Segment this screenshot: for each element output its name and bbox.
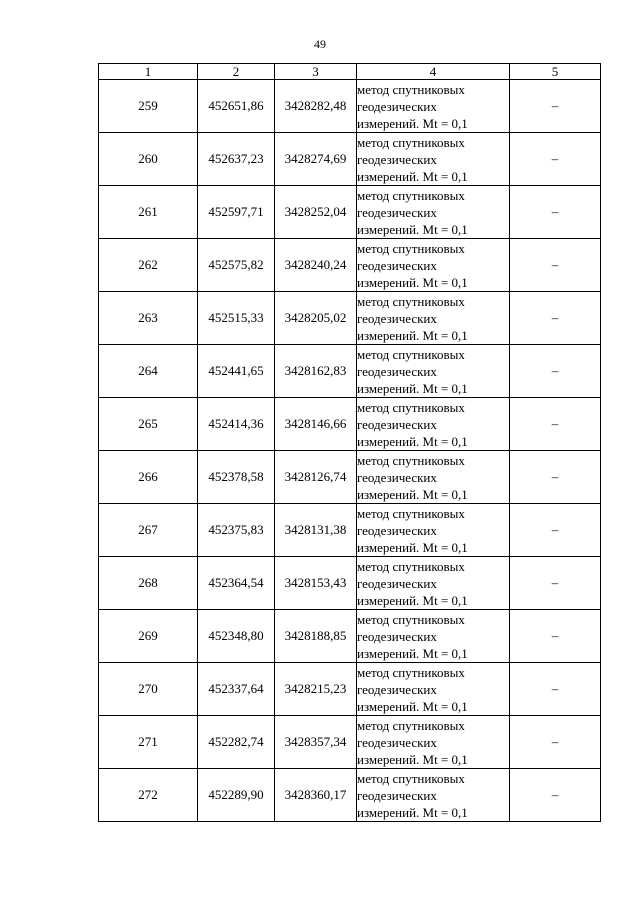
table-row <box>99 716 601 769</box>
method-description <box>357 663 510 716</box>
method-description <box>357 504 510 557</box>
method-line: метод спутниковых <box>357 81 465 97</box>
point-number: 259 <box>99 80 198 133</box>
method-line: измерений. Mt = 0,1 <box>357 751 468 767</box>
coordinate-x: 452289,90 <box>198 769 275 822</box>
note-cell: – <box>510 398 601 451</box>
method-line: измерений. Mt = 0,1 <box>357 592 468 608</box>
method-description <box>357 345 510 398</box>
coordinate-x: 452348,80 <box>198 610 275 663</box>
method-line: геодезических <box>357 204 437 220</box>
method-description <box>357 716 510 769</box>
method-line: измерений. Mt = 0,1 <box>357 698 468 714</box>
table-row <box>99 80 601 133</box>
method-line: метод спутниковых <box>357 134 465 150</box>
method-description <box>357 769 510 822</box>
method-line: метод спутниковых <box>357 452 465 468</box>
method-line: метод спутниковых <box>357 505 465 521</box>
method-line: метод спутниковых <box>357 611 465 627</box>
coordinate-x: 452282,74 <box>198 716 275 769</box>
point-number: 270 <box>99 663 198 716</box>
method-line: геодезических <box>357 151 437 167</box>
method-description <box>357 133 510 186</box>
method-line: метод спутниковых <box>357 664 465 680</box>
table-row <box>99 663 601 716</box>
method-line: измерений. Mt = 0,1 <box>357 168 468 184</box>
coordinate-y: 3428205,02 <box>275 292 357 345</box>
note-cell: – <box>510 451 601 504</box>
point-number: 266 <box>99 451 198 504</box>
coordinate-x: 452378,58 <box>198 451 275 504</box>
method-description <box>357 186 510 239</box>
coordinate-x: 452364,54 <box>198 557 275 610</box>
coordinate-y: 3428252,04 <box>275 186 357 239</box>
table-row <box>99 451 601 504</box>
method-line: метод спутниковых <box>357 293 465 309</box>
method-line: геодезических <box>357 522 437 538</box>
coordinate-x: 452515,33 <box>198 292 275 345</box>
point-number: 262 <box>99 239 198 292</box>
method-line: метод спутниковых <box>357 240 465 256</box>
coordinate-x: 452441,65 <box>198 345 275 398</box>
method-line: метод спутниковых <box>357 399 465 415</box>
coordinate-x: 452651,86 <box>198 80 275 133</box>
method-line: геодезических <box>357 575 437 591</box>
note-cell: – <box>510 345 601 398</box>
coordinate-y: 3428215,23 <box>275 663 357 716</box>
note-cell: – <box>510 610 601 663</box>
method-line: измерений. Mt = 0,1 <box>357 115 468 131</box>
method-line: измерений. Mt = 0,1 <box>357 486 468 502</box>
point-number: 268 <box>99 557 198 610</box>
point-number: 272 <box>99 769 198 822</box>
method-line: измерений. Mt = 0,1 <box>357 380 468 396</box>
note-cell: – <box>510 716 601 769</box>
note-cell: – <box>510 239 601 292</box>
coordinates-table <box>98 63 601 822</box>
coordinate-x: 452637,23 <box>198 133 275 186</box>
method-description <box>357 557 510 610</box>
coordinate-x: 452414,36 <box>198 398 275 451</box>
point-number: 260 <box>99 133 198 186</box>
table-row <box>99 133 601 186</box>
note-cell: – <box>510 504 601 557</box>
method-line: геодезических <box>357 628 437 644</box>
point-number: 263 <box>99 292 198 345</box>
coordinate-x: 452375,83 <box>198 504 275 557</box>
coordinate-y: 3428131,38 <box>275 504 357 557</box>
point-number: 264 <box>99 345 198 398</box>
method-line: геодезических <box>357 787 437 803</box>
method-line: геодезических <box>357 363 437 379</box>
method-line: геодезических <box>357 734 437 750</box>
column-header: 1 <box>99 64 198 80</box>
method-description <box>357 451 510 504</box>
method-description <box>357 239 510 292</box>
method-line: метод спутниковых <box>357 770 465 786</box>
coordinate-y: 3428188,85 <box>275 610 357 663</box>
method-line: геодезических <box>357 469 437 485</box>
method-line: измерений. Mt = 0,1 <box>357 221 468 237</box>
coordinate-y: 3428357,34 <box>275 716 357 769</box>
coordinate-x: 452337,64 <box>198 663 275 716</box>
method-line: измерений. Mt = 0,1 <box>357 804 468 820</box>
method-line: метод спутниковых <box>357 346 465 362</box>
table-row <box>99 504 601 557</box>
note-cell: – <box>510 557 601 610</box>
method-line: геодезических <box>357 310 437 326</box>
method-description <box>357 398 510 451</box>
method-line: измерений. Mt = 0,1 <box>357 327 468 343</box>
table-row <box>99 186 601 239</box>
table-row <box>99 292 601 345</box>
coordinate-y: 3428274,69 <box>275 133 357 186</box>
method-line: метод спутниковых <box>357 187 465 203</box>
point-number: 267 <box>99 504 198 557</box>
note-cell: – <box>510 663 601 716</box>
method-line: метод спутниковых <box>357 558 465 574</box>
method-line: геодезических <box>357 416 437 432</box>
coordinate-y: 3428282,48 <box>275 80 357 133</box>
column-header: 3 <box>275 64 357 80</box>
method-description <box>357 292 510 345</box>
method-description <box>357 80 510 133</box>
table-row <box>99 610 601 663</box>
method-line: измерений. Mt = 0,1 <box>357 645 468 661</box>
method-line: геодезических <box>357 98 437 114</box>
point-number: 271 <box>99 716 198 769</box>
point-number: 265 <box>99 398 198 451</box>
table-row <box>99 769 601 822</box>
coordinate-y: 3428240,24 <box>275 239 357 292</box>
note-cell: – <box>510 292 601 345</box>
method-description <box>357 610 510 663</box>
note-cell: – <box>510 133 601 186</box>
note-cell: – <box>510 186 601 239</box>
column-header: 2 <box>198 64 275 80</box>
method-line: метод спутниковых <box>357 717 465 733</box>
coordinate-x: 452597,71 <box>198 186 275 239</box>
method-line: измерений. Mt = 0,1 <box>357 274 468 290</box>
table-row <box>99 345 601 398</box>
method-line: геодезических <box>357 257 437 273</box>
method-line: измерений. Mt = 0,1 <box>357 539 468 555</box>
page-number: 49 <box>314 37 326 51</box>
table-row <box>99 557 601 610</box>
point-number: 261 <box>99 186 198 239</box>
coordinate-y: 3428126,74 <box>275 451 357 504</box>
table-header-row <box>99 64 601 80</box>
table-row <box>99 398 601 451</box>
point-number: 269 <box>99 610 198 663</box>
column-header: 4 <box>357 64 510 80</box>
table-row <box>99 239 601 292</box>
method-line: геодезических <box>357 681 437 697</box>
column-header: 5 <box>510 64 601 80</box>
coordinate-y: 3428146,66 <box>275 398 357 451</box>
coordinate-y: 3428360,17 <box>275 769 357 822</box>
note-cell: – <box>510 80 601 133</box>
coordinate-x: 452575,82 <box>198 239 275 292</box>
method-line: измерений. Mt = 0,1 <box>357 433 468 449</box>
coordinate-y: 3428153,43 <box>275 557 357 610</box>
coordinate-y: 3428162,83 <box>275 345 357 398</box>
note-cell: – <box>510 769 601 822</box>
